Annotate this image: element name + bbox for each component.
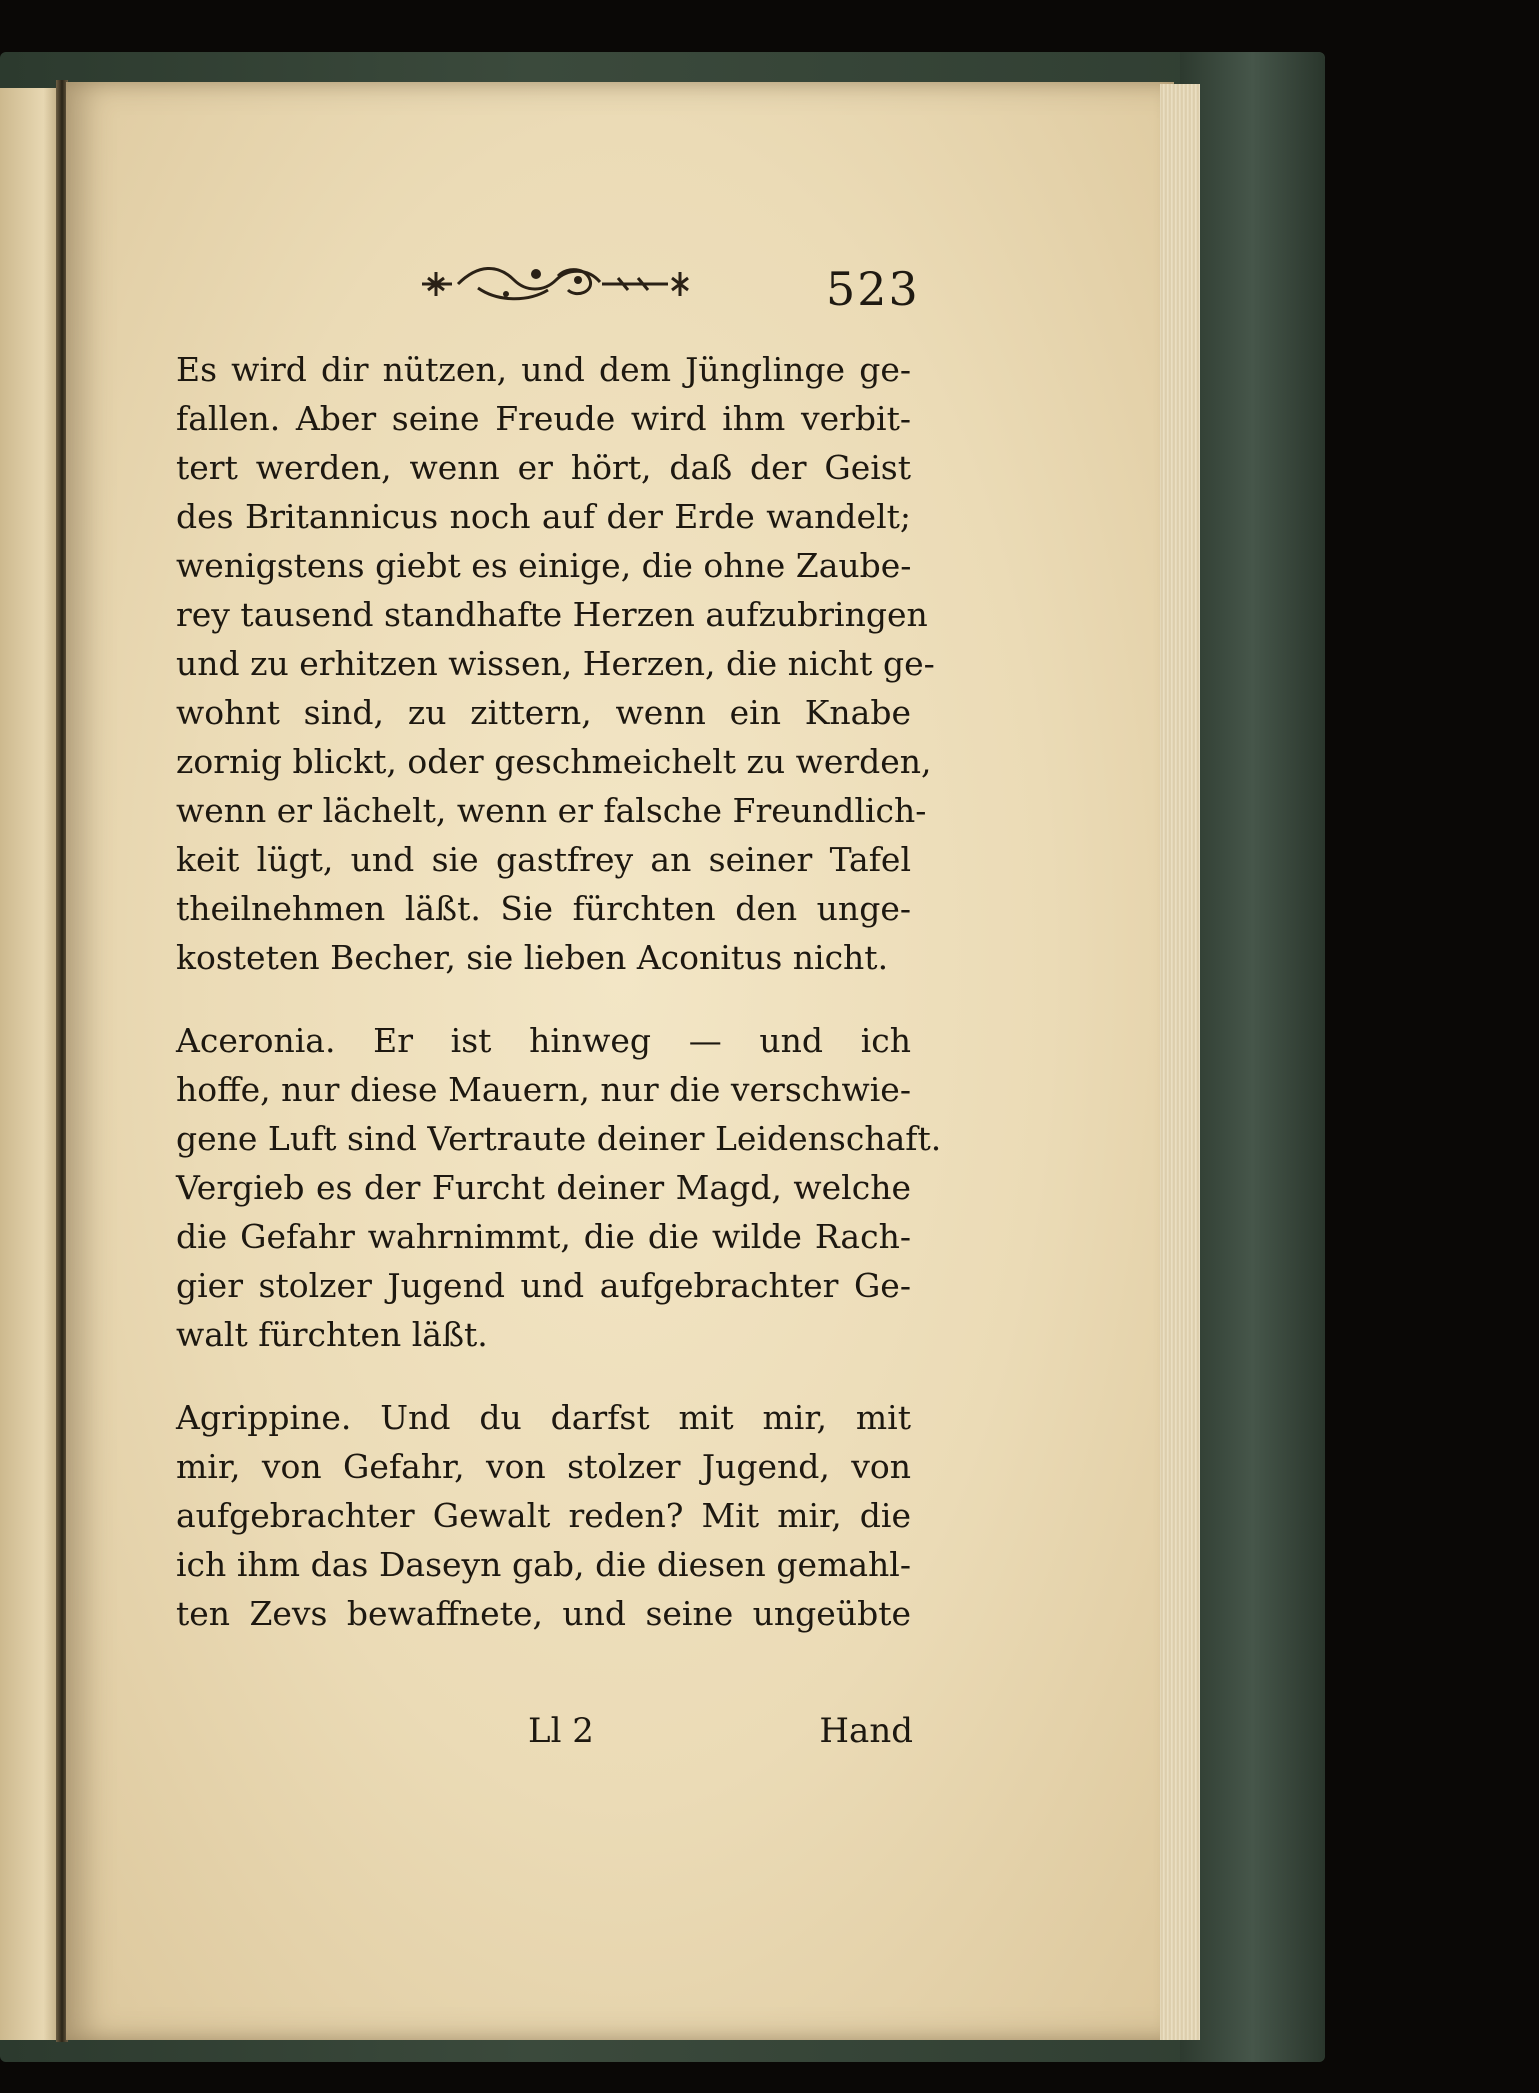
text-line: Vergieb es der Furcht deiner Magd, welche — [176, 1168, 911, 1207]
body-text — [176, 345, 942, 1638]
text-line: gene Luft sind Vertraute deiner Leidenschaft. — [176, 1119, 942, 1158]
page-number: 523 — [826, 262, 920, 316]
text-line: Aceronia. Er ist hinweg — und ich — [176, 1021, 911, 1060]
text-line: und zu erhitzen wissen, Herzen, die nicht ge- — [176, 644, 935, 683]
text-line: die Gefahr wahrnimmt, die die wilde Rach- — [176, 1217, 911, 1256]
text-line: Agrippine. Und du darfst mit mir, mit — [176, 1398, 911, 1437]
text-line: ten Zevs bewaffnete, und seine ungeübte — [176, 1594, 911, 1633]
left-page-edge — [0, 88, 62, 2040]
text-line: aufgebrachter Gewalt reden? Mit mir, die — [176, 1496, 911, 1535]
catchword: Hand — [819, 1711, 913, 1751]
text-line: ich ihm das Daseyn gab, die diesen gemahl- — [176, 1545, 911, 1584]
ornament-icon — [418, 258, 700, 310]
signature-mark: Ll 2 — [528, 1711, 594, 1751]
text-line: zornig blickt, oder geschmeichelt zu werden, — [176, 742, 932, 781]
page-footer — [528, 1711, 913, 1761]
text-line: wenigstens giebt es einige, die ohne Zaube- — [176, 546, 912, 585]
paragraph-gap — [176, 982, 911, 1016]
text-line: gier stolzer Jugend und aufgebrachter Ge- — [176, 1266, 911, 1305]
text-line: fallen. Aber seine Freude wird ihm verbit- — [176, 399, 911, 438]
text-line: tert werden, wenn er hört, daß der Geist — [176, 448, 911, 487]
text-line: theilnehmen läßt. Sie fürchten den unge- — [176, 889, 911, 928]
text-line: rey tausend standhafte Herzen aufzubringen — [176, 595, 928, 634]
page-block-edges — [1160, 84, 1200, 2040]
paragraph-gap — [176, 1359, 911, 1393]
text-line: wohnt sind, zu zittern, wenn ein Knabe — [176, 693, 911, 732]
book-cover-edge — [1180, 52, 1325, 2062]
text-line: hoffe, nur diese Mauern, nur die verschwie- — [176, 1070, 911, 1109]
text-line: wenn er lächelt, wenn er falsche Freundlich- — [176, 791, 927, 830]
text-line: walt fürchten läßt. — [176, 1315, 488, 1354]
text-line: keit lügt, und sie gastfrey an seiner Tafel — [176, 840, 911, 879]
text-line: Es wird dir nützen, und dem Jünglinge ge- — [176, 350, 911, 389]
text-line: mir, von Gefahr, von stolzer Jugend, von — [176, 1447, 911, 1486]
text-line: des Britannicus noch auf der Erde wandelt; — [176, 497, 911, 536]
text-line: kosteten Becher, sie lieben Aconitus nicht. — [176, 938, 889, 977]
